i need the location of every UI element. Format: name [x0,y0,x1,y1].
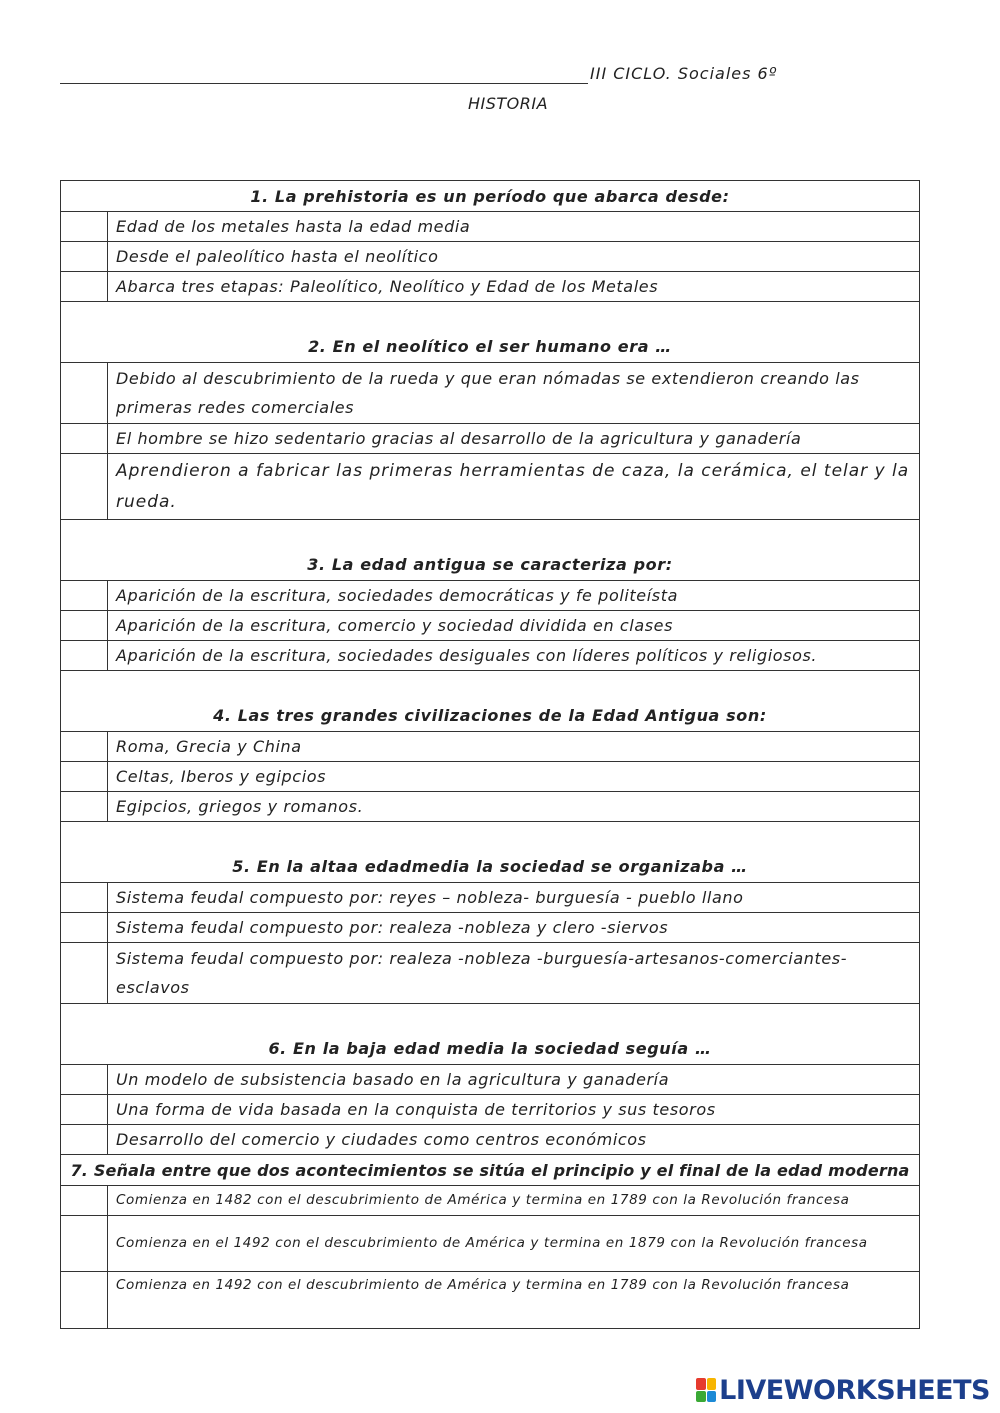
option-text: Comienza en 1492 con el descubrimiento de América y termina en 1789 con la Revolución francesa [108,1272,920,1329]
answer-box[interactable] [61,363,108,424]
answer-box[interactable] [61,1216,108,1272]
answer-box[interactable] [61,1186,108,1216]
question-4-title: 4. Las tres grandes civilizaciones de la Edad Antigua son: [61,671,920,732]
option-text: Roma, Grecia y China [108,732,920,762]
answer-box[interactable] [61,212,108,242]
option-text: Egipcios, griegos y romanos. [108,792,920,822]
question-5-row [61,822,920,883]
option-text: Aparición de la escritura, sociedades democráticas y fe politeísta [108,581,920,611]
answer-box[interactable] [61,272,108,302]
course-label: III CICLO. Sociales 6º [590,64,778,83]
name-blank-line [60,83,588,84]
question-3-title: 3. La edad antigua se caracteriza por: [61,520,920,581]
question-7-row [61,1155,920,1186]
option-row [61,641,920,671]
question-2-title: 2. En el neolítico el ser humano era … [61,302,920,363]
answer-box[interactable] [61,242,108,272]
option-row [61,762,920,792]
option-row [61,454,920,520]
option-text: Comienza en el 1492 con el descubrimiento de América y termina en 1879 con la Revolución francesa [108,1216,920,1272]
liveworksheets-logo-text: LIVEWORKSHEETS [719,1374,990,1406]
option-text: Aparición de la escritura, sociedades desiguales con líderes políticos y religiosos. [108,641,920,671]
question-4-row [61,671,920,732]
logo-square [707,1378,717,1390]
liveworksheets-logo-icon [696,1378,716,1402]
answer-box[interactable] [61,424,108,454]
option-row [61,1125,920,1155]
option-row [61,363,920,424]
option-text: Una forma de vida basada en la conquista de territorios y sus tesoros [108,1095,920,1125]
answer-box[interactable] [61,454,108,520]
option-text: Un modelo de subsistencia basado en la agricultura y ganadería [108,1065,920,1095]
logo-square [707,1391,717,1403]
answer-box[interactable] [61,611,108,641]
question-6-title: 6. En la baja edad media la sociedad seguía … [61,1004,920,1065]
option-row [61,242,920,272]
option-text: Abarca tres etapas: Paleolítico, Neolítico y Edad de los Metales [108,272,920,302]
answer-box[interactable] [61,581,108,611]
option-row [61,1216,920,1272]
answer-box[interactable] [61,762,108,792]
option-row [61,424,920,454]
logo-square [696,1378,706,1390]
option-row [61,611,920,641]
option-row [61,581,920,611]
question-1-row [61,181,920,212]
quiz-table [60,180,920,1329]
option-text: Comienza en 1482 con el descubrimiento de América y termina en 1789 con la Revolución francesa [108,1186,920,1216]
question-5-title: 5. En la altaa edadmedia la sociedad se organizaba … [61,822,920,883]
answer-box[interactable] [61,1272,108,1329]
option-text: Debido al descubrimiento de la rueda y que eran nómadas se extendieron creando las primeras redes comerciales [108,363,920,424]
option-row [61,792,920,822]
option-row [61,913,920,943]
option-row [61,272,920,302]
option-row [61,732,920,762]
answer-box[interactable] [61,792,108,822]
option-text: Desarrollo del comercio y ciudades como centros económicos [108,1125,920,1155]
option-text: El hombre se hizo sedentario gracias al desarrollo de la agricultura y ganadería [108,424,920,454]
answer-box[interactable] [61,1125,108,1155]
question-1-title: 1. La prehistoria es un período que abarca desde: [61,181,920,212]
subject-title: HISTORIA [467,94,549,113]
answer-box[interactable] [61,883,108,913]
logo-square [696,1391,706,1403]
answer-box[interactable] [61,913,108,943]
answer-box[interactable] [61,732,108,762]
option-text: Sistema feudal compuesto por: reyes – nobleza- burguesía - pueblo llano [108,883,920,913]
liveworksheets-logo [696,1375,990,1405]
option-text: Edad de los metales hasta la edad media [108,212,920,242]
option-row [61,1065,920,1095]
question-7-title: 7. Señala entre que dos acontecimientos se sitúa el principio y el final de la edad moderna [61,1155,920,1186]
question-6-row [61,1004,920,1065]
answer-box[interactable] [61,641,108,671]
option-row [61,883,920,913]
option-text: Celtas, Iberos y egipcios [108,762,920,792]
option-row [61,943,920,1004]
answer-box[interactable] [61,1095,108,1125]
option-row [61,1095,920,1125]
option-row [61,212,920,242]
question-3-row [61,520,920,581]
option-text: Sistema feudal compuesto por: realeza -nobleza -burguesía-artesanos-comerciantes-esclavos [108,943,920,1004]
answer-box[interactable] [61,1065,108,1095]
answer-box[interactable] [61,943,108,1004]
option-text: Sistema feudal compuesto por: realeza -nobleza y clero -siervos [108,913,920,943]
option-row [61,1186,920,1216]
question-2-row [61,302,920,363]
option-text: Aparición de la escritura, comercio y sociedad dividida en clases [108,611,920,641]
option-text: Desde el paleolítico hasta el neolítico [108,242,920,272]
option-row [61,1272,920,1329]
option-text: Aprendieron a fabricar las primeras herramientas de caza, la cerámica, el telar y la rueda. [108,454,920,520]
